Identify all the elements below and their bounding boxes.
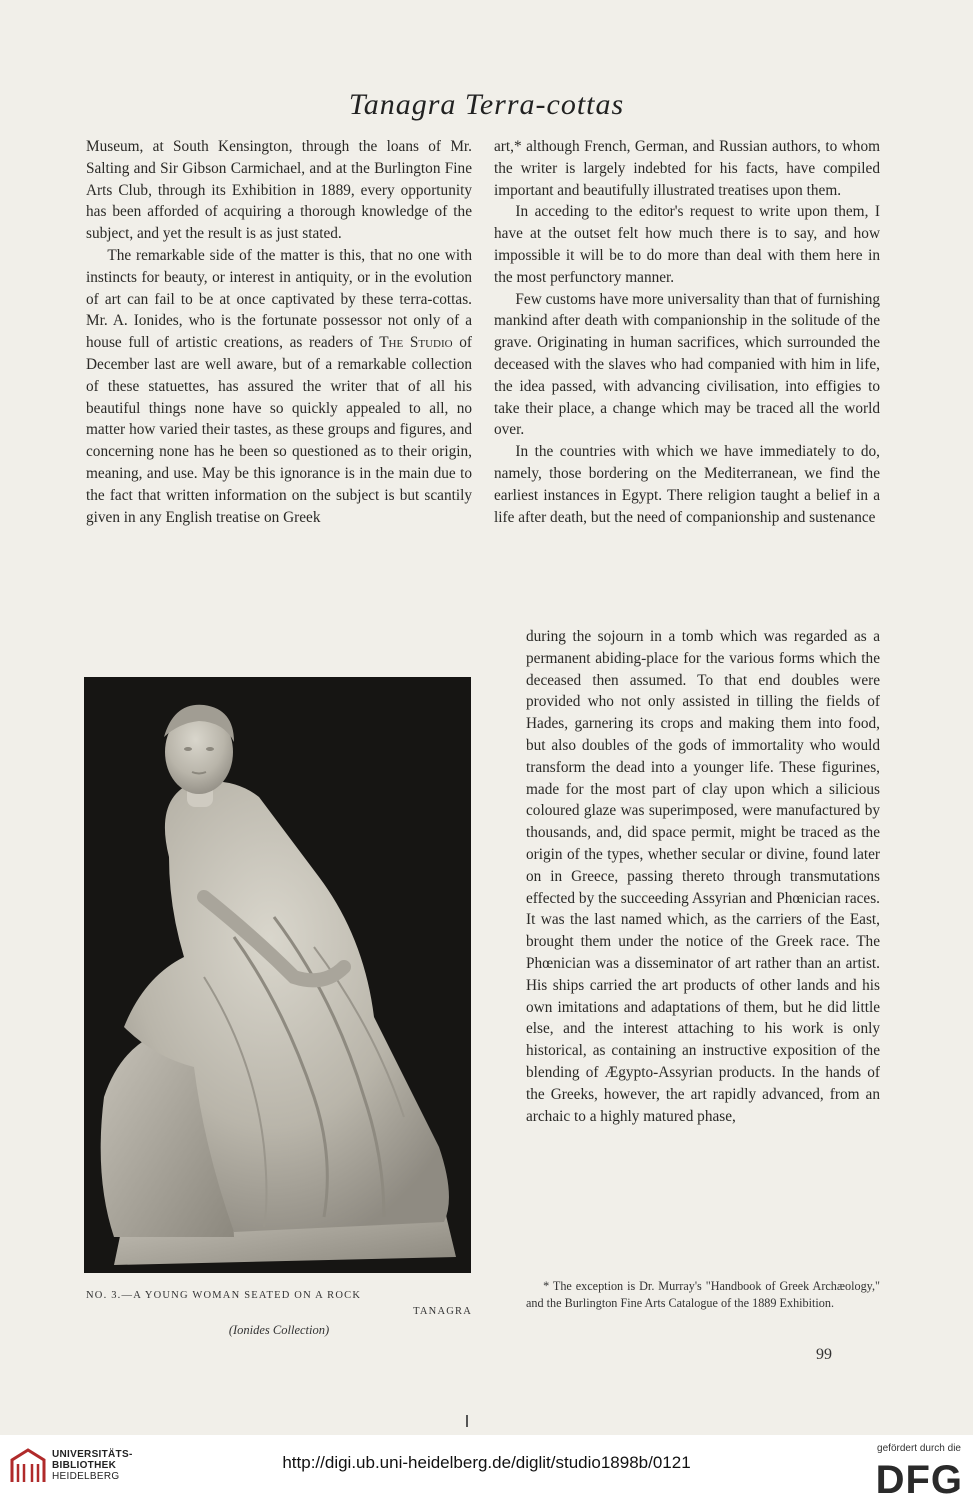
right-column-continuation	[526, 626, 880, 1127]
left-paragraph-2: The remarkable side of the matter is this, that no one with instincts for beauty, or interest in antiquity, or in the evolution of art can fail to be at once captivated by these terra-cottas. Mr. A. Ionides, who is the fortunate possessor not only of a house full of artistic creations, as readers of The Studio of December last are well aware, but of a remarkable collection of these statuettes, has assured the writer that of all his beautiful things none have so quickly appealed to all, no matter how varied their tastes, as these groups and figures, and concerning none has he been so questioned as to their origin, meaning, and use. May be this ignorance is in the main due to the fact that written information on the subject is but scantily given in any English treatise on Greek	[86, 246, 472, 526]
right-paragraph-4: In the countries with which we have immediately to do, namely, those bordering on the Mediterranean, we find the earliest instances in Egypt. There religion taught a belief in a life after death, but the need of companionship and sustenance	[494, 443, 880, 526]
right-paragraph-1: art,* although French, German, and Russian authors, to whom the writer is largely indebted for his facts, have compiled important and beautifully illustrated treatises upon them.	[494, 138, 880, 199]
binding-mark	[466, 1415, 468, 1427]
left-column	[86, 136, 472, 528]
right-paragraph-continuation: during the sojourn in a tomb which was regarded as a permanent abiding-place for the various forms which the deceased then assumed. To that end doubles were provided who not only assisted in tilling the fields of Hades, garnering its crops and making them into food, but also doubles of the gods of immortality who would transform the dead into a younger life. These figurines, made for the most part of clay upon which a silicious coloured glaze was superimposed, were manufactured by thousands, and, did space permit, might be traced as the origin of the types, whether secular or divine, found later on in Greece, passing thereto through transmutations effected by the succeeding Assyrian and Phœnician races. It was the last named which, as the carriers of the East, brought them under the notice of the Greek race. The Phœnician was a disseminator of art rather than an artist. His ships carried the art products of other lands and his own imitations and adaptations of them, but he did little else, and the interest attaching to his work is only historical, as containing an instructive exposition of the blending of Ægypto-Assyrian products. In the hands of the Greeks, however, the art rapidly advanced, from an archaic to a highly matured phase,	[526, 628, 880, 1125]
terracotta-figure-illustration	[84, 677, 471, 1273]
dfg-logo: DFG	[875, 1458, 963, 1502]
footnote	[526, 1278, 880, 1311]
library-name-line-2: BIBLIOTHEK	[52, 1460, 117, 1471]
figure-caption-title: NO. 3.—A YOUNG WOMAN SEATED ON A ROCK	[86, 1290, 362, 1301]
library-name-line-1: UNIVERSITÄTS-	[52, 1449, 133, 1460]
right-column	[494, 136, 880, 528]
page-number: 99	[816, 1346, 832, 1363]
figure-caption-collection: (Ionides Collection)	[228, 1323, 330, 1337]
source-url-link[interactable]: http://digi.ub.uni-heidelberg.de/diglit/studio1898b/0121	[282, 1453, 691, 1472]
left-paragraph-1: Museum, at South Kensington, through the loans of Mr. Salting and Sir Gibson Carmichael, and at the Burlington Fine Arts Club, through its Exhibition in 1889, every opportunity has been afforded of acquiring a thorough knowledge of the subject, and yet the result is as just stated.	[86, 138, 472, 243]
funded-by-label: gefördert durch die	[877, 1443, 961, 1454]
magazine-name: The Studio	[379, 334, 453, 352]
footnote-text: * The exception is Dr. Murray's "Handbook of Greek Archæology," and the Burlington Fine Arts Catalogue of the 1889 Exhibition.	[526, 1279, 880, 1310]
figure-caption-place: TANAGRA	[413, 1306, 472, 1317]
statuette-photograph	[84, 677, 471, 1273]
library-name-line-3: HEIDELBERG	[52, 1471, 120, 1482]
right-paragraph-3: Few customs have more universality than that of furnishing mankind after death with companionship in the solitude of the grave. Originating in human sacrifices, which surrounded the deceased with the slaves who had companied with him in life, the idea passed, with advancing civilisation, into effigies to take their place, a change which may be traced all the world over.	[494, 290, 880, 439]
right-paragraph-2: In acceding to the editor's request to write upon them, I have at the outset felt how much there is to say, and how impossible it will be to do more than deal with them here in the most perfunctory manner.	[494, 203, 880, 286]
page-title: Tanagra Terra-cottas	[348, 88, 625, 121]
